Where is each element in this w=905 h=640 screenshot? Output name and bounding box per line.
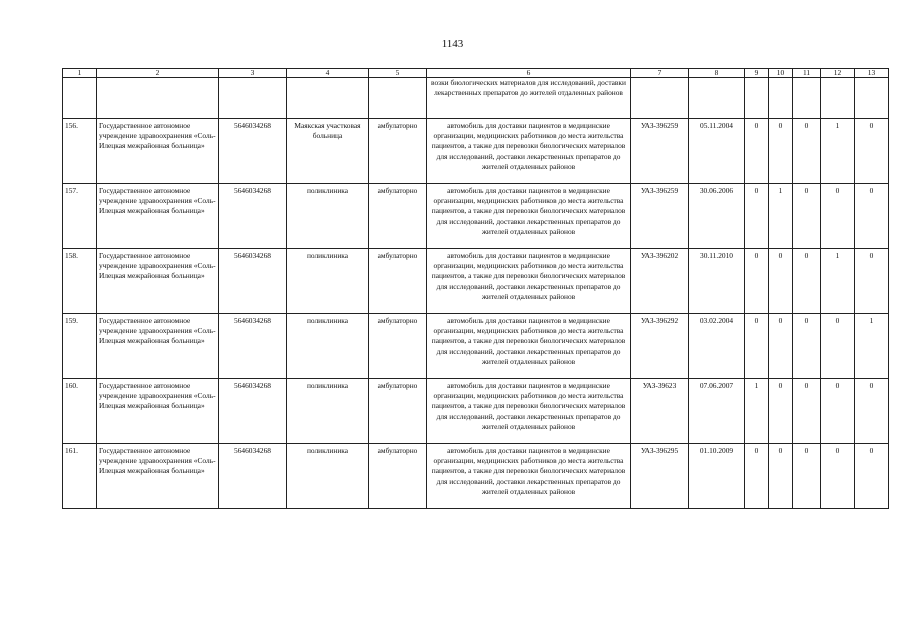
unit-cell: поликлиника <box>287 314 369 379</box>
row-number: 157. <box>63 184 97 249</box>
unit-cell: поликлиника <box>287 444 369 509</box>
model-cell: УАЗ-39623 <box>631 379 689 444</box>
table-row <box>63 184 889 249</box>
count-cell: 0 <box>793 184 821 249</box>
unit-cell: поликлиника <box>287 184 369 249</box>
purpose-cell: автомобиль для доставки пациентов в медицинские организации, медицинских работников до места жительства пациентов, а также для перевозки биологических материалов для исследований, доставки лекарственных препаратов до жителей отдаленных районов <box>427 249 631 314</box>
model-cell: УАЗ-396259 <box>631 119 689 184</box>
purpose-cell: автомобиль для доставки пациентов в медицинские организации, медицинских работников до места жительства пациентов, а также для перевозки биологических материалов для исследований, доставки лекарственных препаратов до жителей отдаленных районов <box>427 444 631 509</box>
count-cell: 1 <box>769 184 793 249</box>
purpose-cell: автомобиль для доставки пациентов в медицинские организации, медицинских работников до места жительства пациентов, а также для перевозки биологических материалов для исследований, доставки лекарственных препаратов до жителей отдаленных районов <box>427 119 631 184</box>
count-cell: 0 <box>745 249 769 314</box>
organization-cell: Государственное автономное учреждение здравоохранения «Соль-Илецкая межрайонная больница» <box>97 314 219 379</box>
table-row <box>63 249 889 314</box>
count-cell: 0 <box>855 444 889 509</box>
column-header: 9 <box>745 69 769 78</box>
column-header: 11 <box>793 69 821 78</box>
count-cell: 0 <box>821 379 855 444</box>
table-row <box>63 314 889 379</box>
row-number: 158. <box>63 249 97 314</box>
count-cell: 0 <box>745 184 769 249</box>
count-cell: 0 <box>855 184 889 249</box>
count-cell: 0 <box>745 314 769 379</box>
page-number: 1143 <box>441 38 464 50</box>
purpose-cell: автомобиль для доставки пациентов в медицинские организации, медицинских работников до места жительства пациентов, а также для перевозки биологических материалов для исследований, доставки лекарственных препаратов до жителей отдаленных районов <box>427 379 631 444</box>
column-number-header <box>63 69 889 78</box>
registry-table <box>62 68 889 509</box>
column-header: 5 <box>369 69 427 78</box>
organization-cell: Государственное автономное учреждение здравоохранения «Соль-Илецкая межрайонная больница» <box>97 444 219 509</box>
mode-cell: амбулаторно <box>369 314 427 379</box>
count-cell: 0 <box>821 184 855 249</box>
table-row <box>63 444 889 509</box>
count-cell: 0 <box>855 379 889 444</box>
model-cell: УАЗ-396259 <box>631 184 689 249</box>
mode-cell: амбулаторно <box>369 184 427 249</box>
row-number: 159. <box>63 314 97 379</box>
date-cell: 05.11.2004 <box>689 119 745 184</box>
count-cell: 0 <box>769 379 793 444</box>
count-cell: 0 <box>745 444 769 509</box>
count-cell: 0 <box>793 119 821 184</box>
count-cell: 0 <box>769 444 793 509</box>
model-cell: УАЗ-396295 <box>631 444 689 509</box>
count-cell: 0 <box>793 379 821 444</box>
column-header: 4 <box>287 69 369 78</box>
column-header: 3 <box>219 69 287 78</box>
unit-cell: поликлиника <box>287 249 369 314</box>
mode-cell: амбулаторно <box>369 379 427 444</box>
mode-cell: амбулаторно <box>369 249 427 314</box>
organization-cell: Государственное автономное учреждение здравоохранения «Соль-Илецкая межрайонная больница» <box>97 379 219 444</box>
inn-cell: 5646034268 <box>219 249 287 314</box>
column-header: 13 <box>855 69 889 78</box>
count-cell: 1 <box>821 249 855 314</box>
count-cell: 1 <box>821 119 855 184</box>
column-header: 1 <box>63 69 97 78</box>
row-number: 156. <box>63 119 97 184</box>
date-cell: 01.10.2009 <box>689 444 745 509</box>
model-cell: УАЗ-396292 <box>631 314 689 379</box>
row-number: 160. <box>63 379 97 444</box>
purpose-cell: возки биологических материалов для исследований, доставки лекарственных препаратов до жителей отдаленных районов <box>427 78 631 119</box>
count-cell: 0 <box>769 119 793 184</box>
unit-cell: Маякская участковая больница <box>287 119 369 184</box>
continuation-row <box>63 78 889 119</box>
mode-cell: амбулаторно <box>369 119 427 184</box>
column-header: 10 <box>769 69 793 78</box>
row-number: 161. <box>63 444 97 509</box>
count-cell: 0 <box>793 249 821 314</box>
column-header: 12 <box>821 69 855 78</box>
count-cell: 0 <box>793 444 821 509</box>
count-cell: 0 <box>855 119 889 184</box>
column-header: 2 <box>97 69 219 78</box>
inn-cell: 5646034268 <box>219 184 287 249</box>
count-cell: 1 <box>745 379 769 444</box>
table-row <box>63 379 889 444</box>
organization-cell: Государственное автономное учреждение здравоохранения «Соль-Илецкая межрайонная больница» <box>97 249 219 314</box>
date-cell: 30.06.2006 <box>689 184 745 249</box>
column-header: 6 <box>427 69 631 78</box>
inn-cell: 5646034268 <box>219 314 287 379</box>
count-cell: 0 <box>821 444 855 509</box>
inn-cell: 5646034268 <box>219 444 287 509</box>
organization-cell: Государственное автономное учреждение здравоохранения «Соль-Илецкая межрайонная больница» <box>97 184 219 249</box>
date-cell: 30.11.2010 <box>689 249 745 314</box>
count-cell: 0 <box>745 119 769 184</box>
mode-cell: амбулаторно <box>369 444 427 509</box>
count-cell: 0 <box>855 249 889 314</box>
unit-cell: поликлиника <box>287 379 369 444</box>
inn-cell: 5646034268 <box>219 379 287 444</box>
column-header: 8 <box>689 69 745 78</box>
organization-cell: Государственное автономное учреждение здравоохранения «Соль-Илецкая межрайонная больница» <box>97 119 219 184</box>
table-row <box>63 119 889 184</box>
column-header: 7 <box>631 69 689 78</box>
purpose-cell: автомобиль для доставки пациентов в медицинские организации, медицинских работников до места жительства пациентов, а также для перевозки биологических материалов для исследований, доставки лекарственных препаратов до жителей отдаленных районов <box>427 184 631 249</box>
model-cell: УАЗ-396202 <box>631 249 689 314</box>
count-cell: 0 <box>821 314 855 379</box>
count-cell: 0 <box>769 314 793 379</box>
purpose-cell: автомобиль для доставки пациентов в медицинские организации, медицинских работников до места жительства пациентов, а также для перевозки биологических материалов для исследований, доставки лекарственных препаратов до жителей отдаленных районов <box>427 314 631 379</box>
count-cell: 1 <box>855 314 889 379</box>
date-cell: 07.06.2007 <box>689 379 745 444</box>
inn-cell: 5646034268 <box>219 119 287 184</box>
count-cell: 0 <box>769 249 793 314</box>
count-cell: 0 <box>793 314 821 379</box>
date-cell: 03.02.2004 <box>689 314 745 379</box>
